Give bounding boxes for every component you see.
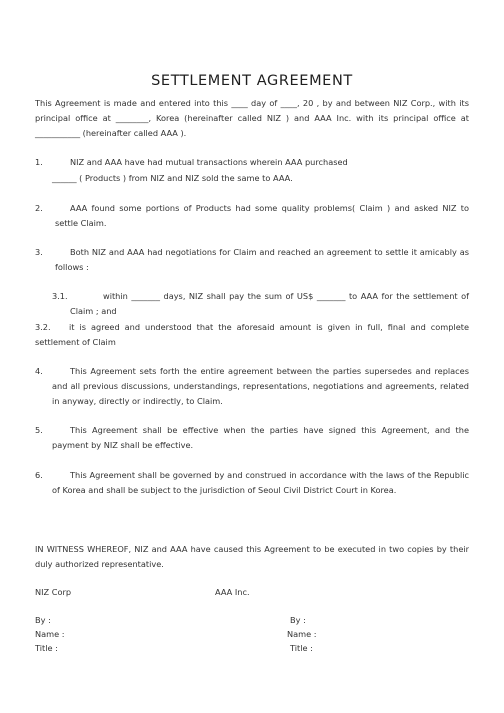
clause-2-number: 2. [35, 203, 43, 213]
clause-3-text: Both NIZ and AAA had negotiations for Claim and reached an agreement to settle it amicably as follows : [55, 247, 469, 272]
sub-clause-3-2-text: it is agreed and understood that the aforesaid amount is given in full, final and complete settlement of Claim [35, 322, 469, 347]
sub-clause-3-1-text: within _______ days, NIZ shall pay the sum of US$ _______ to AAA for the settlement of Claim ; and [70, 291, 469, 316]
document-title: SETTLEMENT AGREEMENT [151, 73, 353, 89]
right-name-label: Name : [287, 629, 317, 639]
clause-4-number: 4. [35, 366, 43, 376]
sub-clause-3-2-number: 3.2. [35, 322, 51, 332]
left-party-name: NIZ Corp [35, 587, 72, 597]
left-name-label: Name : [35, 629, 65, 639]
clause-1-number: 1. [35, 157, 43, 167]
clause-5-number: 5. [35, 425, 43, 435]
clause-1-line-1: NIZ and AAA have had mutual transactions wherein AAA purchased [70, 157, 348, 167]
witness-paragraph: IN WITNESS WHEREOF, NIZ and AAA have caused this Agreement to be executed in two copies by their duly authorized representative. [35, 544, 469, 569]
left-title-label: Title : [35, 643, 58, 653]
clause-6-number: 6. [35, 470, 43, 480]
right-title-label: Title : [290, 643, 313, 653]
left-by-label: By : [35, 615, 51, 625]
clause-3-number: 3. [35, 247, 43, 257]
sub-clause-3-1-number: 3.1. [52, 291, 68, 301]
clause-5-text: This Agreement shall be effective when the parties have signed this Agreement, and the payment by NIZ shall be effective. [52, 425, 469, 450]
clause-2-text: AAA found some portions of Products had some quality problems( Claim ) and asked NIZ to settle Claim. [55, 203, 469, 228]
clause-4-text: This Agreement sets forth the entire agreement between the parties supersedes and replaces and all previous discussions, understandings, representations, negotiations and agreements, related in anyway, directly or indirectly, to Claim. [52, 366, 469, 406]
intro-paragraph: This Agreement is made and entered into this ____ day of ____, 20 , by and between NIZ Corp., with its principal office at ________, Korea (hereinafter called NIZ ) and AAA Inc. with its principal office at ___________ (hereinafter called AAA ). [35, 98, 469, 138]
right-by-label: By : [290, 615, 306, 625]
clause-1-line-2: ______ ( Products ) from NIZ and NIZ sold the same to AAA. [52, 173, 293, 183]
clause-6-text: This Agreement shall be governed by and construed in accordance with the laws of the Republic of Korea and shall be subject to the jurisdiction of Seoul Civil District Court in Korea. [52, 470, 469, 495]
right-party-name: AAA Inc. [215, 587, 250, 597]
